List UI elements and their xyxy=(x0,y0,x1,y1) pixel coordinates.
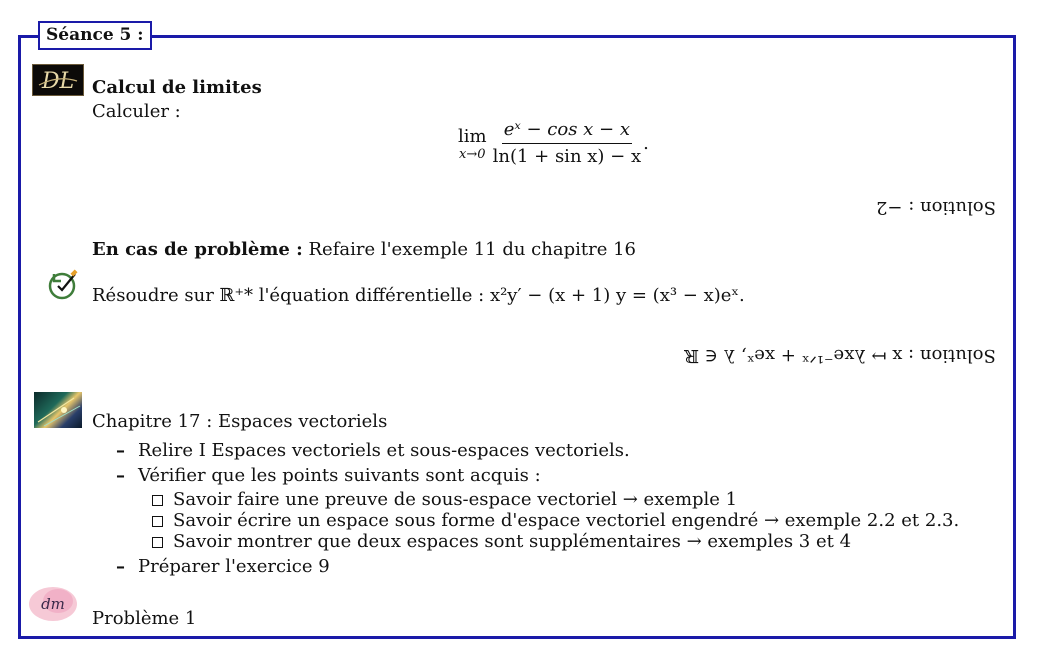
chapter-item-text: Préparer l'exercice 9 xyxy=(138,556,330,577)
problem-text: Refaire l'exemple 11 du chapitre 16 xyxy=(308,239,636,260)
dm-title: Problème 1 xyxy=(92,608,197,629)
seance-title: Séance 5 : xyxy=(38,21,152,50)
dl-title: Calcul de limites xyxy=(92,77,262,98)
limit-fraction xyxy=(491,119,644,168)
checkbox-icon xyxy=(152,537,163,548)
chapter-item xyxy=(116,465,541,487)
limit-numerator: eˣ − cos x − x xyxy=(502,119,632,144)
chapter-image-icon xyxy=(34,392,82,428)
chapter-item-text: Relire I Espaces vectoriels et sous-espaces vectoriels. xyxy=(138,440,630,461)
lim-word: lim xyxy=(458,125,487,147)
dl-solution-text: Solution : −2 xyxy=(876,197,996,218)
dm-logo-text: dm xyxy=(41,595,65,613)
dl-logo-text: DL xyxy=(41,69,75,94)
checklist-text: Savoir écrire un espace sous forme d'espace vectoriel engendré → exemple 2.2 et 2.3. xyxy=(173,510,960,531)
dl-logo-graphic xyxy=(33,65,83,95)
checklist-item xyxy=(152,531,851,553)
redo-arrow-icon xyxy=(46,268,80,302)
limit-denominator: ln(1 + sin x) − x xyxy=(492,146,642,167)
problem-line xyxy=(92,239,636,261)
chapter-title: Chapitre 17 : Espaces vectoriels xyxy=(92,411,388,432)
checklist-item xyxy=(152,489,737,511)
dash-bullet: – xyxy=(116,440,125,461)
dm-logo-icon xyxy=(26,584,80,624)
chapter-item-text: Vérifier que les points suivants sont acquis : xyxy=(138,465,541,486)
limit-end-dot: . xyxy=(643,132,649,154)
checklist-text: Savoir montrer que deux espaces sont supplémentaires → exemples 3 et 4 xyxy=(173,531,852,552)
checklist-item xyxy=(152,510,959,532)
chapter-item xyxy=(116,556,330,578)
problem-solution-text: Solution : x ↦ λxe⁻¹ᐟˣ + xeˣ, λ ∈ ℝ xyxy=(684,345,996,366)
dl-solution xyxy=(876,196,996,218)
dash-bullet: – xyxy=(116,556,125,577)
chapter-item xyxy=(116,440,630,462)
dl-logo-icon xyxy=(32,64,84,96)
checkbox-icon xyxy=(152,495,163,506)
dash-bullet: – xyxy=(116,465,125,486)
lim-subscript: x→0 xyxy=(459,146,486,162)
checklist-text: Savoir faire une preuve de sous-espace vectoriel → exemple 1 xyxy=(173,489,738,510)
limit-formula xyxy=(458,119,649,168)
problem-label: En cas de problème : xyxy=(92,239,303,260)
checkbox-icon xyxy=(152,516,163,527)
dl-subtitle: Calculer : xyxy=(92,101,181,122)
equation-line: Résoudre sur ℝ⁺* l'équation différentielle : x²y′ − (x + 1) y = (x³ − x)eˣ. xyxy=(92,285,745,306)
lim-operator xyxy=(458,126,487,162)
problem-solution xyxy=(684,344,996,366)
